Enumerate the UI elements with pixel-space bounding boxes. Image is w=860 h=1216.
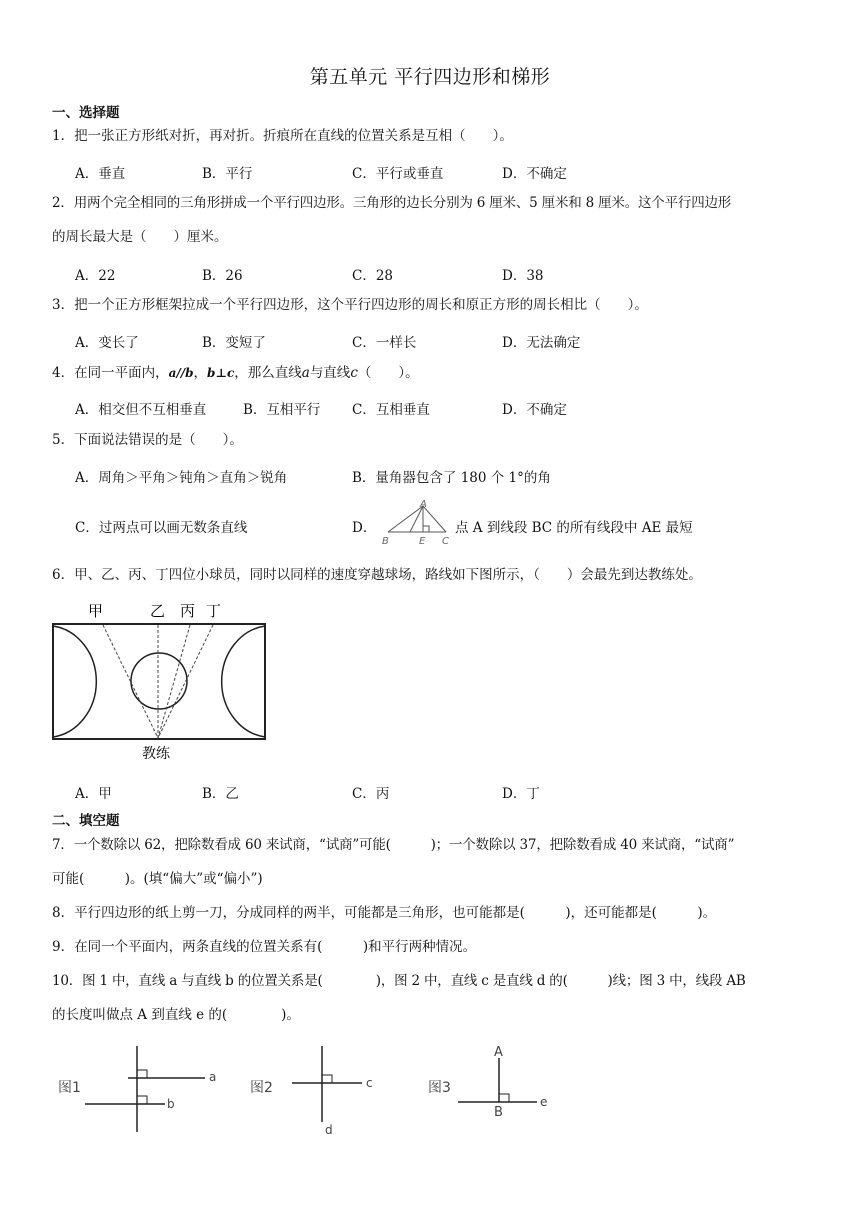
- question-7-line-1: 7．一个数除以 62，把除数看成 60 来试商，“试商”可能( )；一个数除以 37，把除数看成 40 来试商，“试商”: [52, 837, 735, 853]
- q5-option-d-text: 点 A 到线段 BC 的所有线段中 AE 最短: [455, 520, 693, 536]
- fig3-label-b: B: [494, 1105, 503, 1120]
- court-figure: [48, 598, 270, 770]
- option-b: B．平行: [202, 166, 253, 182]
- question-10-line-1: 10．图 1 中，直线 a 与直线 b 的位置关系是( )，图 2 中，直线 c 是直线 d 的( )线；图 3 中，线段 AB: [52, 973, 746, 989]
- q4-separator: ，: [193, 365, 208, 381]
- option-a: A．垂直: [75, 166, 126, 182]
- left-arc: [53, 626, 96, 737]
- option-d: D．38: [502, 268, 544, 284]
- option-b: B．变短了: [202, 335, 266, 351]
- coach-label: 教练: [142, 746, 170, 762]
- option-c: C．平行或垂直: [352, 166, 444, 182]
- figure-3: [428, 1045, 547, 1120]
- fig2-label-c: c: [366, 1076, 373, 1090]
- route-jia: [103, 625, 158, 738]
- label-a: A: [420, 499, 427, 510]
- option-d: D．不确定: [502, 402, 567, 418]
- option-c: C．丙: [352, 786, 390, 802]
- q4-mid: ，那么直线: [234, 365, 302, 381]
- question-5: 5．下面说法错误的是（ ）。: [52, 432, 243, 448]
- right-angle-mark: [423, 526, 429, 532]
- fig1-label: 图1: [58, 1080, 81, 1096]
- option-b: B．26: [202, 268, 243, 284]
- fig2-label: 图2: [250, 1080, 273, 1096]
- player-ding: 丁: [206, 602, 222, 620]
- question-8: 8．平行四边形的纸上剪一刀，分成同样的两半，可能都是三角形，也可能都是( )，还可能都是( )。: [52, 905, 717, 921]
- section-fill-heading: 二、填空题: [52, 813, 120, 829]
- option-a: A．甲: [75, 786, 112, 802]
- option-c: C．互相垂直: [352, 402, 430, 418]
- q4-var-a: a: [301, 365, 310, 381]
- option-c: C．28: [352, 268, 394, 284]
- question-2-line-2: 的周长最大是（ ）厘米。: [52, 229, 228, 245]
- question-3: 3．把一个正方形框架拉成一个平行四边形，这个平行四边形的周长和原正方形的周长相比（ ）。: [52, 297, 648, 313]
- fig1-label-a: a: [209, 1070, 217, 1084]
- figure-1: [58, 1046, 216, 1132]
- option-c: C．一样长: [352, 335, 417, 351]
- option-b: B．互相平行: [243, 402, 321, 418]
- question-4: [52, 356, 812, 390]
- player-yi: 乙: [150, 602, 166, 620]
- fig2-right-angle: [322, 1075, 332, 1083]
- player-jia: 甲: [88, 602, 104, 620]
- option-d: D．丁: [502, 786, 540, 802]
- q10-figures: [50, 1040, 570, 1140]
- fig3-label-a: A: [494, 1045, 503, 1060]
- fig3-label-e: e: [540, 1095, 548, 1109]
- fig1-right-angle-b: [137, 1096, 147, 1104]
- center-circle: [131, 653, 187, 709]
- question-6: 6．甲、乙、丙、丁四位小球员，同时以同样的速度穿越球场，路线如下图所示，（ ）会最先到达教练处。: [52, 567, 702, 583]
- q4-relation-parallel: a//b: [168, 366, 194, 380]
- fig3-right-angle: [499, 1094, 509, 1102]
- section-choice-heading: 一、选择题: [52, 105, 120, 121]
- label-e: E: [419, 536, 426, 547]
- q5-option-c: C．过两点可以画无数条直线: [75, 520, 248, 536]
- question-9: 9．在同一个平面内，两条直线的位置关系有( )和平行两种情况。: [52, 939, 477, 955]
- option-a: A．变长了: [75, 335, 139, 351]
- figure-2: [250, 1046, 373, 1137]
- q4-prefix: 4．在同一平面内，: [52, 365, 169, 381]
- question-2-line-1: 2．用两个完全相同的三角形拼成一个平行四边形。三角形的边长分别为 6 厘米、5 厘米和 8 厘米。这个平行四边形: [52, 195, 732, 211]
- q5-option-d-label: D．: [352, 520, 377, 536]
- fig3-label: 图3: [428, 1080, 451, 1096]
- triangle-figure: [380, 498, 454, 548]
- question-1: 1．把一张正方形纸对折，再对折。折痕所在直线的位置关系是互相（ ）。: [52, 128, 513, 144]
- option-d: D．无法确定: [502, 335, 581, 351]
- right-arc: [222, 626, 265, 737]
- player-bing: 丙: [180, 602, 196, 620]
- question-10-line-2: 的长度叫做点 A 到直线 e 的( )。: [52, 1007, 300, 1023]
- option-a: A．22: [75, 268, 116, 284]
- question-7-line-2: 可能( )。(填“偏大”或“偏小”): [52, 871, 263, 887]
- fig1-label-b: b: [167, 1097, 175, 1111]
- option-b: B．乙: [202, 786, 239, 802]
- fig1-right-angle-a: [137, 1070, 147, 1078]
- fig2-label-d: d: [325, 1123, 333, 1137]
- label-c: C: [442, 536, 449, 547]
- q4-relation-perpendicular: b⊥c: [207, 366, 235, 380]
- court-boundary: [53, 624, 265, 739]
- option-a: A．相交但不互相垂直: [75, 402, 207, 418]
- q4-and: 与直线: [309, 365, 351, 381]
- q4-var-c: c: [350, 365, 358, 381]
- page-title: 第五单元 平行四边形和梯形: [309, 66, 551, 88]
- q5-option-b: B．量角器包含了 180 个 1°的角: [352, 470, 551, 486]
- q4-suffix: （ ）。: [357, 365, 419, 381]
- option-d: D．不确定: [502, 166, 567, 182]
- segment-ab: [388, 506, 423, 532]
- q5-option-a: A．周角＞平角＞钝角＞直角＞锐角: [75, 470, 288, 486]
- label-b: B: [382, 536, 389, 547]
